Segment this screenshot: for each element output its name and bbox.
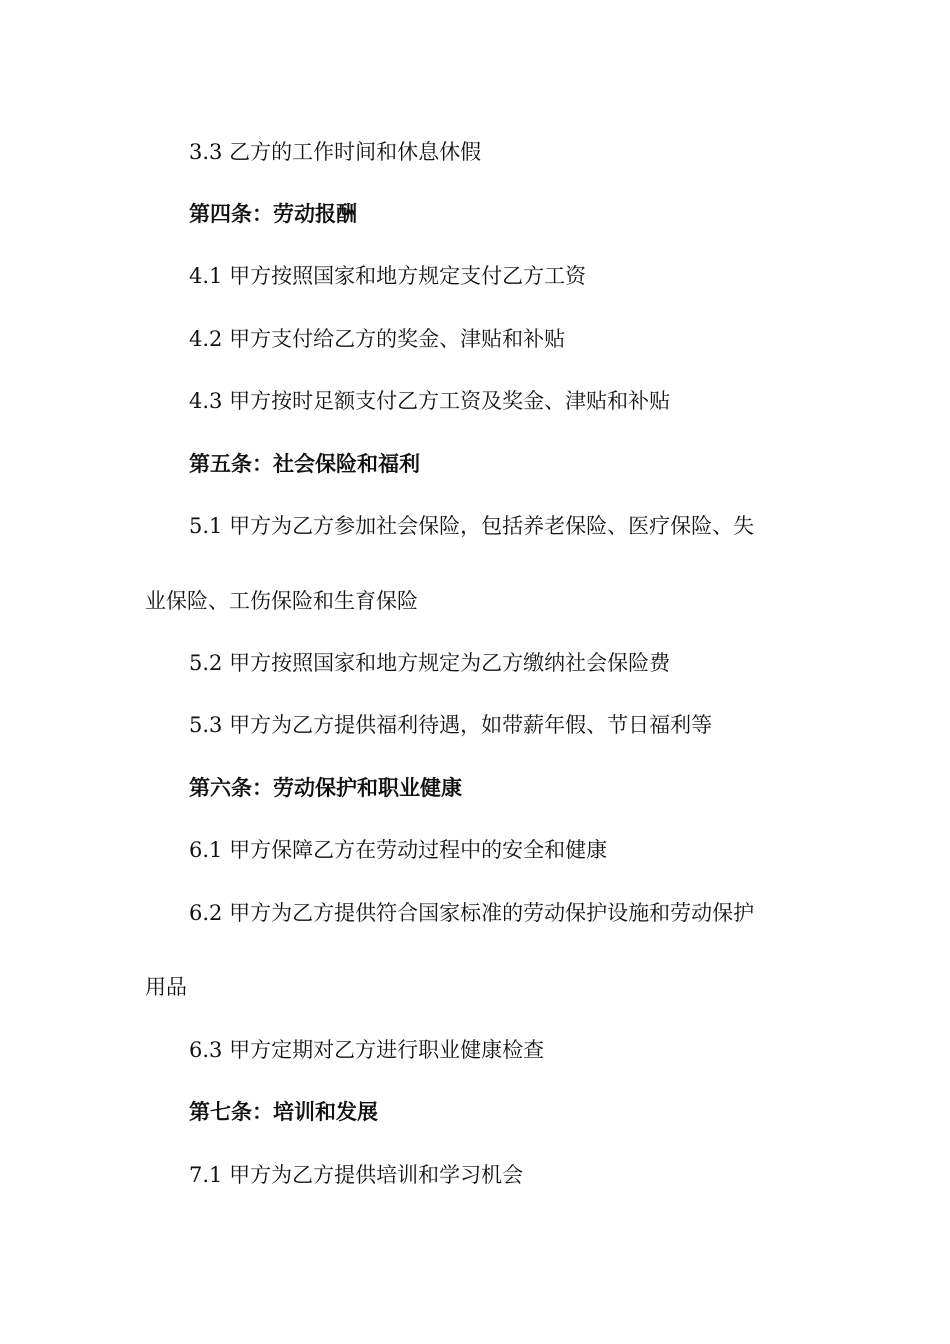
item-5-3: 5.3 甲方为乙方提供福利待遇，如带薪年假、节日福利等: [189, 713, 713, 737]
item-6-3: 6.3 甲方定期对乙方进行职业健康检查: [189, 1038, 545, 1062]
item-4-1: 4.1 甲方按照国家和地方规定支付乙方工资: [189, 264, 587, 288]
item-7-1: 7.1 甲方为乙方提供培训和学习机会: [189, 1163, 524, 1187]
item-5-2: 5.2 甲方按照国家和地方规定为乙方缴纳社会保险费: [189, 651, 671, 675]
clause-5-heading: 第五条：社会保险和福利: [189, 452, 420, 476]
item-5-1-line1: 5.1 甲方为乙方参加社会保险，包括养老保险、医疗保险、失: [189, 514, 755, 538]
clause-4-heading: 第四条：劳动报酬: [189, 202, 357, 226]
item-6-2-line1: 6.2 甲方为乙方提供符合国家标准的劳动保护设施和劳动保护: [189, 901, 755, 925]
clause-6-heading: 第六条：劳动保护和职业健康: [189, 776, 462, 800]
item-6-1: 6.1 甲方保障乙方在劳动过程中的安全和健康: [189, 838, 608, 862]
item-5-1-line2: 业保险、工伤保险和生育保险: [145, 589, 418, 613]
item-4-2: 4.2 甲方支付给乙方的奖金、津贴和补贴: [189, 327, 566, 351]
item-6-2-line2: 用品: [145, 975, 187, 999]
clause-7-heading: 第七条：培训和发展: [189, 1100, 378, 1124]
item-3-3: 3.3 乙方的工作时间和休息休假: [189, 140, 482, 164]
item-4-3: 4.3 甲方按时足额支付乙方工资及奖金、津贴和补贴: [189, 389, 671, 413]
